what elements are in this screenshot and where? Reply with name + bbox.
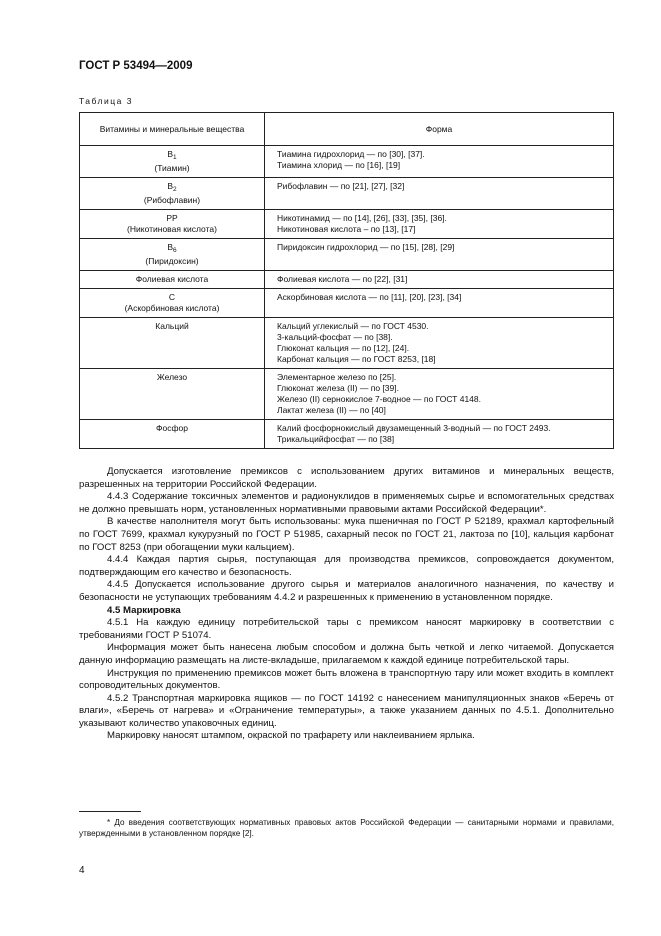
form-cell xyxy=(265,239,614,271)
document-body xyxy=(79,466,614,743)
form-line: Пиридоксин гидрохлорид — по [15], [28], [29] xyxy=(277,242,455,252)
form-line: Лактат железа (II) — по [40] xyxy=(277,405,386,415)
nutrient-cell xyxy=(80,369,265,420)
paragraph: Инструкция по применению премиксов может быть вложена в транспортную тару или может входить в комплект сопроводительных документов. xyxy=(79,667,614,692)
paragraph: 4.4.4 Каждая партия сырья, поступающая для производства премиксов, сопровождается документом, подтверждающим его качество и безопасность. xyxy=(79,554,614,578)
nutrient-cell xyxy=(80,146,265,178)
paragraph: 4.5.2 Транспортная маркировка ящиков — по ГОСТ 14192 с нанесением манипуляционных знаков «Беречь от влаги», «Беречь от нагрева» и «Ограничение температуры», а также указанием данных по 4.5.1. Дополнительно указывают количество упаковочных единиц. xyxy=(79,692,614,729)
nutrient-alias: (Пиридоксин) xyxy=(145,256,199,266)
nutrient-name: Кальций xyxy=(155,321,189,331)
form-line: Аскорбиновая кислота — по [11], [20], [23], [34] xyxy=(277,292,462,302)
table-header-row xyxy=(80,113,614,146)
document-header: ГОСТ Р 53494—2009 xyxy=(79,60,193,72)
form-cell xyxy=(265,289,614,318)
form-cell xyxy=(265,318,614,369)
table-row xyxy=(80,239,614,271)
column-header: Форма xyxy=(265,113,614,146)
paragraph: Допускается изготовление премиксов с использованием других витаминов и минеральных веществ, разрешенных на территории Российской Федерации. xyxy=(79,466,614,490)
nutrient-alias: (Тиамин) xyxy=(154,163,190,173)
vitamins-table xyxy=(79,112,614,449)
table-row xyxy=(80,178,614,210)
nutrient-subscript: 2 xyxy=(173,186,177,193)
form-line: Трикальцийфосфат — по [38] xyxy=(277,434,395,444)
table-row xyxy=(80,289,614,318)
form-line: Железо (II) сернокислое 7-водное — по ГОСТ 4148. xyxy=(277,394,481,404)
form-cell xyxy=(265,178,614,210)
form-cell xyxy=(265,146,614,178)
form-cell xyxy=(265,420,614,449)
nutrient-name: С xyxy=(168,292,176,302)
nutrient-name: $B_1$ xyxy=(167,149,177,161)
page-number: 4 xyxy=(79,865,85,876)
nutrient-name: PP xyxy=(166,213,178,223)
table-row xyxy=(80,146,614,178)
table-row xyxy=(80,318,614,369)
table-caption: Таблица 3 xyxy=(79,96,133,106)
nutrient-cell xyxy=(80,239,265,271)
paragraph: Маркировку наносят штампом, окраской по трафарету или наклеиванием ярлыка. xyxy=(107,730,475,742)
table-row xyxy=(80,420,614,449)
paragraph: 4.4.5 Допускается использование другого сырья и материалов аналогичного назначения, по качеству и безопасности не уступающих требованиям 4.4.2 и разрешенных к применению в установленном порядке. xyxy=(79,579,614,603)
paragraph: В качестве наполнителя могут быть использованы: мука пшеничная по ГОСТ Р 52189, крахмал картофельный по ГОСТ 7699, крахмал кукурузный по ГОСТ Р 51985, сахарный песок по ГОСТ 21, лактоза по [10], кальция карбонат по ГОСТ 8253 (при обогащении муки кальцием). xyxy=(79,516,614,553)
table-row xyxy=(80,210,614,239)
nutrient-alias: (Аскорбиновая кислота) xyxy=(124,303,220,313)
column-header: Витамины и минеральные вещества xyxy=(80,113,265,146)
nutrient-cell xyxy=(80,271,265,289)
nutrient-cell xyxy=(80,289,265,318)
form-line: Тиамина гидрохлорид — по [30], [37]. xyxy=(277,149,425,159)
nutrient-cell xyxy=(80,420,265,449)
form-line: Фолиевая кислота — по [22], [31] xyxy=(277,274,408,284)
nutrient-name: $B_2$ xyxy=(167,181,177,193)
form-line: Глюконат железа (II) — по [39]. xyxy=(277,383,399,393)
nutrient-name: Фолиевая кислота xyxy=(135,274,209,284)
nutrient-alias: (Рибофлавин) xyxy=(143,195,201,205)
table-row xyxy=(80,369,614,420)
table-row xyxy=(80,271,614,289)
form-line: Кальций углекислый — по ГОСТ 4530. xyxy=(277,321,429,331)
form-cell xyxy=(265,369,614,420)
nutrient-name: $B_6$ xyxy=(167,242,177,254)
form-line: Карбонат кальция — по ГОСТ 8253, [18] xyxy=(277,354,436,364)
section-heading: 4.5 Маркировка xyxy=(107,604,181,616)
form-cell xyxy=(265,210,614,239)
nutrient-name: Фосфор xyxy=(156,423,188,433)
footnote-divider xyxy=(79,811,141,812)
form-line: Глюконат кальция — по [12], [24]. xyxy=(277,343,410,353)
paragraph: 4.4.3 Содержание токсичных элементов и радионуклидов в применяемых сырье и вспомогательных средствах не должно превышать норм, установленных нормативными правовыми актами Российской Федерации*. xyxy=(79,491,614,515)
form-line: Никотиновая кислота – по [13], [17] xyxy=(277,224,416,234)
nutrient-alias: (Никотиновая кислота) xyxy=(127,224,217,234)
nutrient-cell xyxy=(80,318,265,369)
paragraph: 4.5.1 На каждую единицу потребительской тары с премиксом наносят маркировку в соответствии с требованиями ГОСТ Р 51074. xyxy=(79,617,614,641)
form-line: 3-кальций-фосфат — по [38]. xyxy=(277,332,393,342)
form-line: Рибофлавин — по [21], [27], [32] xyxy=(277,181,405,191)
form-line: Никотинамид — по [14], [26], [33], [35], [36]. xyxy=(277,213,447,223)
nutrient-subscript: 1 xyxy=(173,154,177,161)
nutrient-cell xyxy=(80,210,265,239)
form-line: Калий фосфорнокислый двузамещенный 3-водный — по ГОСТ 2493. xyxy=(277,423,551,433)
nutrient-subscript: 6 xyxy=(173,247,177,254)
nutrient-cell xyxy=(80,178,265,210)
form-cell xyxy=(265,271,614,289)
paragraph: Информация может быть нанесена любым способом и должна быть четкой и легко читаемой. Допускается данную информацию размещать на листе-вкладыше, прилагаемом к каждой единице потребительской тары. xyxy=(79,642,614,666)
footnote: * До введения соответствующих нормативных правовых актов Российской Федерации — санитарными нормами и правилами, утвержденными в установленном порядке [2]. xyxy=(79,818,614,838)
nutrient-name: Железо xyxy=(156,372,188,382)
form-line: Тиамина хлорид — по [16], [19] xyxy=(277,160,401,170)
form-line: Элементарное железо по [25]. xyxy=(277,372,397,382)
